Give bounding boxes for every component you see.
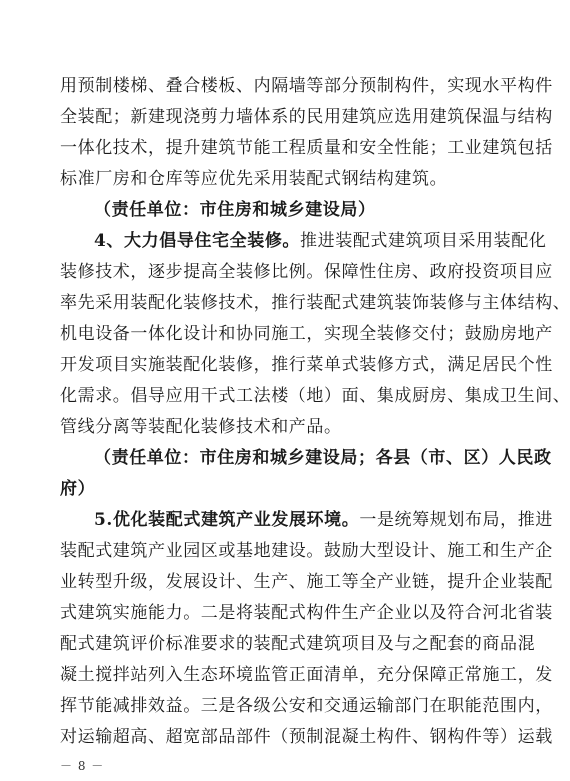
body-line-1: 用预制楼梯、叠合楼板、内隔墙等部分预制构件，实现水平构件 xyxy=(60,76,553,96)
body-line-22: 对运输超高、超宽部品部件（预制混凝土构件、钢构件等）运载 xyxy=(60,727,553,747)
body-line-8: 率先采用装配化装修技术，推行装配式建筑装饰装修与主体结构、 xyxy=(60,293,570,313)
responsibility-line-2: （责任单位：市住房和城乡建设局；各县（市、区）人民政 xyxy=(94,448,552,468)
section-heading-4: 4、大力倡导住宅全装修。推进装配式建筑项目采用装配化 xyxy=(94,231,547,251)
body-line-16: 装配式建筑产业园区或基地建设。鼓励大型设计、施工和生产企 xyxy=(60,541,553,561)
body-line-7: 装修技术，逐步提高全装修比例。保障性住房、政府投资项目应 xyxy=(60,262,553,282)
page-number: － 8 － xyxy=(60,759,105,773)
body-line-12: 管线分离等装配化装修技术和产品。 xyxy=(60,417,342,437)
body-line-17: 业转型升级，发展设计、生产、施工等全产业链，提升企业装配 xyxy=(60,572,553,592)
responsibility-line-2-cont: 府） xyxy=(60,479,96,499)
body-line-2: 全装配；新建现浇剪力墙体系的民用建筑应选用建筑保温与结构 xyxy=(60,107,553,127)
body-line-19: 配式建筑评价标准要求的装配式建筑项目及与之配套的商品混 xyxy=(60,634,536,654)
body-line-10: 开发项目实施装配化装修，推行菜单式装修方式，满足居民个性 xyxy=(60,355,553,375)
body-line-9: 机电设备一体化设计和协同施工，实现全装修交付；鼓励房地产 xyxy=(60,324,553,344)
body-line-21: 挥节能减排效益。三是各级公安和交通运输部门在职能范围内， xyxy=(60,696,553,716)
body-line-18: 式建筑实施能力。二是将装配式构件生产企业以及符合河北省装 xyxy=(60,603,553,623)
body-line-3: 一体化技术，提升建筑节能工程质量和安全性能；工业建筑包括 xyxy=(60,138,553,158)
body-line-11: 化需求。倡导应用干式工法楼（地）面、集成厨房、集成卫生间、 xyxy=(60,386,570,406)
body-line-20: 凝土搅拌站列入生态环境监管正面清单，充分保障正常施工，发 xyxy=(60,665,553,685)
responsibility-line-1: （责任单位：市住房和城乡建设局） xyxy=(94,200,376,220)
section-heading-5: 5.优化装配式建筑产业发展环境。一是统筹规划布局，推进 xyxy=(94,510,553,530)
body-line-4: 标准厂房和仓库等应优先采用装配式钢结构建筑。 xyxy=(60,169,448,189)
